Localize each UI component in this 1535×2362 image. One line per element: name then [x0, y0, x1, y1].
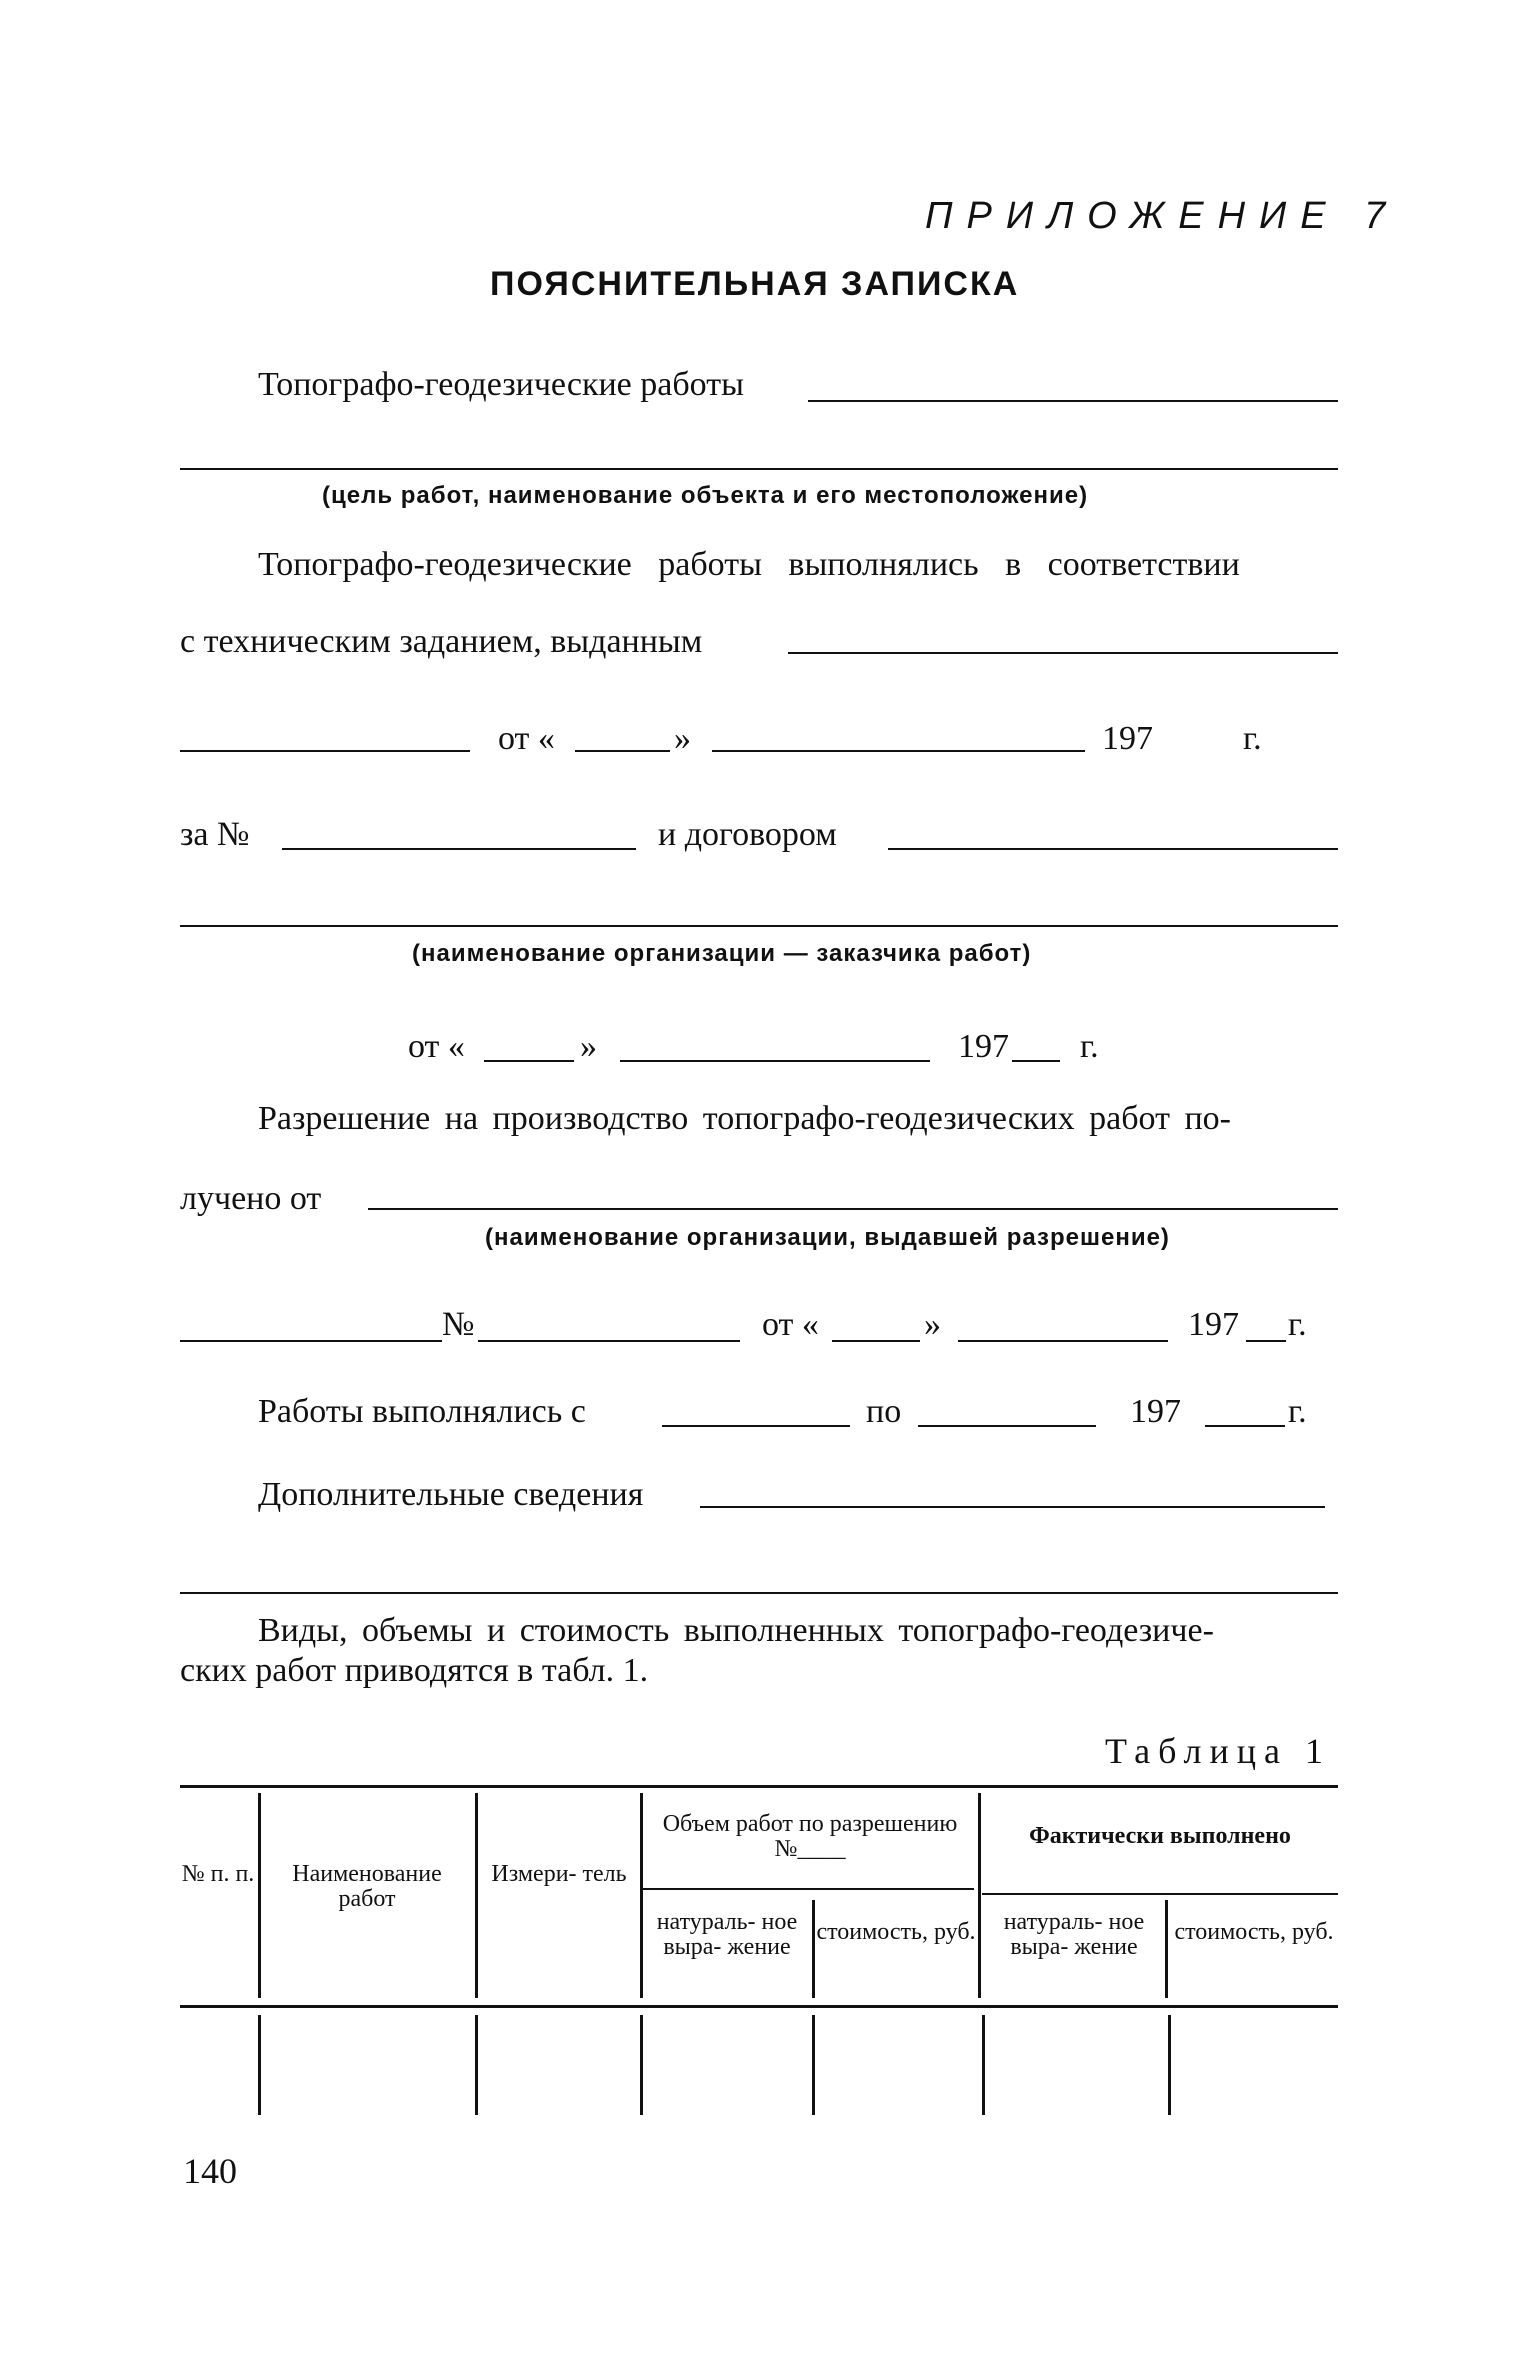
year-4: 197	[1130, 1393, 1181, 1430]
summary-line2: ских работ приводятся в табл. 1.	[180, 1652, 649, 1689]
header-group-permit: Объем работ по разрешению №____	[662, 1811, 958, 1863]
contract-blank[interactable]	[888, 848, 1338, 850]
header-name: Наименование работ	[292, 1861, 442, 1913]
extra-blank-2[interactable]	[180, 1592, 1338, 1594]
col-rule-3	[640, 1793, 643, 1998]
year-suffix-4: г.	[1288, 1393, 1307, 1430]
period-to-label: по	[866, 1393, 902, 1430]
extra-blank[interactable]	[700, 1506, 1325, 1508]
issuer-blank[interactable]	[788, 652, 1338, 654]
col-rule-6	[1165, 1900, 1168, 1998]
table-header-bottom-border	[180, 2005, 1338, 2008]
body-rule-2	[475, 2015, 478, 2115]
year-suffix-1: г.	[1243, 720, 1262, 757]
year-suffix-2: г.	[1080, 1028, 1099, 1065]
body-rule-1	[258, 2015, 261, 2115]
permit-month-blank[interactable]	[958, 1340, 1168, 1342]
permit-line1: Разрешение на производство топографо-геодезических работ по-	[258, 1100, 1231, 1137]
date-close-quote-1: »	[674, 720, 691, 757]
year-1: 197	[1102, 720, 1153, 757]
extra-label: Дополнительные сведения	[258, 1476, 644, 1513]
table-top-border	[180, 1785, 1338, 1788]
permit-line2: лучено от	[180, 1180, 322, 1217]
performed-line2: с техническим заданием, выданным	[180, 623, 703, 660]
body-rule-4	[812, 2015, 815, 2115]
header-cost-1: стоимость, руб.	[816, 1919, 976, 1945]
col-rule-2	[475, 1793, 478, 1998]
header-unit: Измери- тель	[491, 1861, 627, 1887]
col-rule-4	[978, 1793, 981, 1998]
body-rule-6	[1168, 2015, 1171, 2115]
period-start-blank[interactable]	[662, 1425, 850, 1427]
permit-org-blank[interactable]	[368, 1208, 1338, 1210]
date-prefix-blank[interactable]	[180, 750, 470, 752]
document-title: ПОЯСНИТЕЛЬНАЯ ЗАПИСКА	[490, 265, 1020, 303]
permit-day-blank[interactable]	[832, 1340, 920, 1342]
permit-caption: (наименование организации, выдавшей разрешение)	[485, 1224, 1170, 1251]
num-blank[interactable]	[282, 848, 636, 850]
group-actual-divider	[982, 1893, 1338, 1895]
customer-caption: (наименование организации — заказчика работ)	[412, 940, 1032, 967]
day-blank-2[interactable]	[484, 1060, 574, 1062]
month-blank-1[interactable]	[712, 750, 1085, 752]
header-group-actual: Фактически выполнено	[1029, 1823, 1291, 1849]
permit-num-label: №	[442, 1306, 475, 1343]
header-natural-2: натураль- ное выра- жение	[1003, 1909, 1145, 1961]
year-3: 197	[1188, 1306, 1239, 1343]
period-end-blank[interactable]	[918, 1425, 1096, 1427]
month-blank-2[interactable]	[620, 1060, 930, 1062]
contract-label: и договором	[658, 816, 837, 853]
permit-num-blank[interactable]	[478, 1340, 740, 1342]
page-number: 140	[183, 2151, 237, 2191]
works-label: Топографо-геодезические работы	[258, 366, 744, 403]
year-blank-2[interactable]	[1012, 1060, 1060, 1062]
works-caption: (цель работ, наименование объекта и его местоположение)	[322, 482, 1089, 509]
customer-blank[interactable]	[180, 925, 1338, 927]
col-rule-5	[812, 1900, 815, 1998]
header-cost-2: стоимость, руб.	[1174, 1919, 1334, 1945]
period-label: Работы выполнялись с	[258, 1393, 586, 1430]
num-label: за №	[180, 816, 250, 853]
group-permit-divider	[642, 1888, 974, 1890]
permit-from: от «	[762, 1306, 819, 1343]
date-close-quote-2: »	[580, 1028, 597, 1065]
date-from-2: от «	[408, 1028, 465, 1065]
col-rule-1	[258, 1793, 261, 1998]
year-2: 197	[958, 1028, 1009, 1065]
day-blank-1[interactable]	[575, 750, 670, 752]
year-blank-3[interactable]	[1246, 1340, 1286, 1342]
header-natural-1: натураль- ное выра- жение	[656, 1909, 798, 1961]
date-from-1: от «	[498, 720, 555, 757]
appendix-label: ПРИЛОЖЕНИЕ 7	[925, 195, 1400, 237]
body-rule-5	[982, 2015, 985, 2115]
works-blank[interactable]	[808, 400, 1338, 402]
performed-line1: Топографо-геодезические работы выполнялись в соответствии	[258, 546, 1240, 583]
year-suffix-3: г.	[1288, 1306, 1307, 1343]
header-num: № п. п.	[181, 1861, 255, 1887]
body-rule-3	[640, 2015, 643, 2115]
year-blank-4[interactable]	[1205, 1425, 1285, 1427]
table-label: Таблица 1	[1105, 1731, 1331, 1771]
works-blank-2[interactable]	[180, 468, 1338, 470]
summary-line1: Виды, объемы и стоимость выполненных топографо-геодезиче-	[258, 1612, 1214, 1649]
permit-prefix-blank[interactable]	[180, 1340, 442, 1342]
permit-close-quote: »	[924, 1306, 941, 1343]
